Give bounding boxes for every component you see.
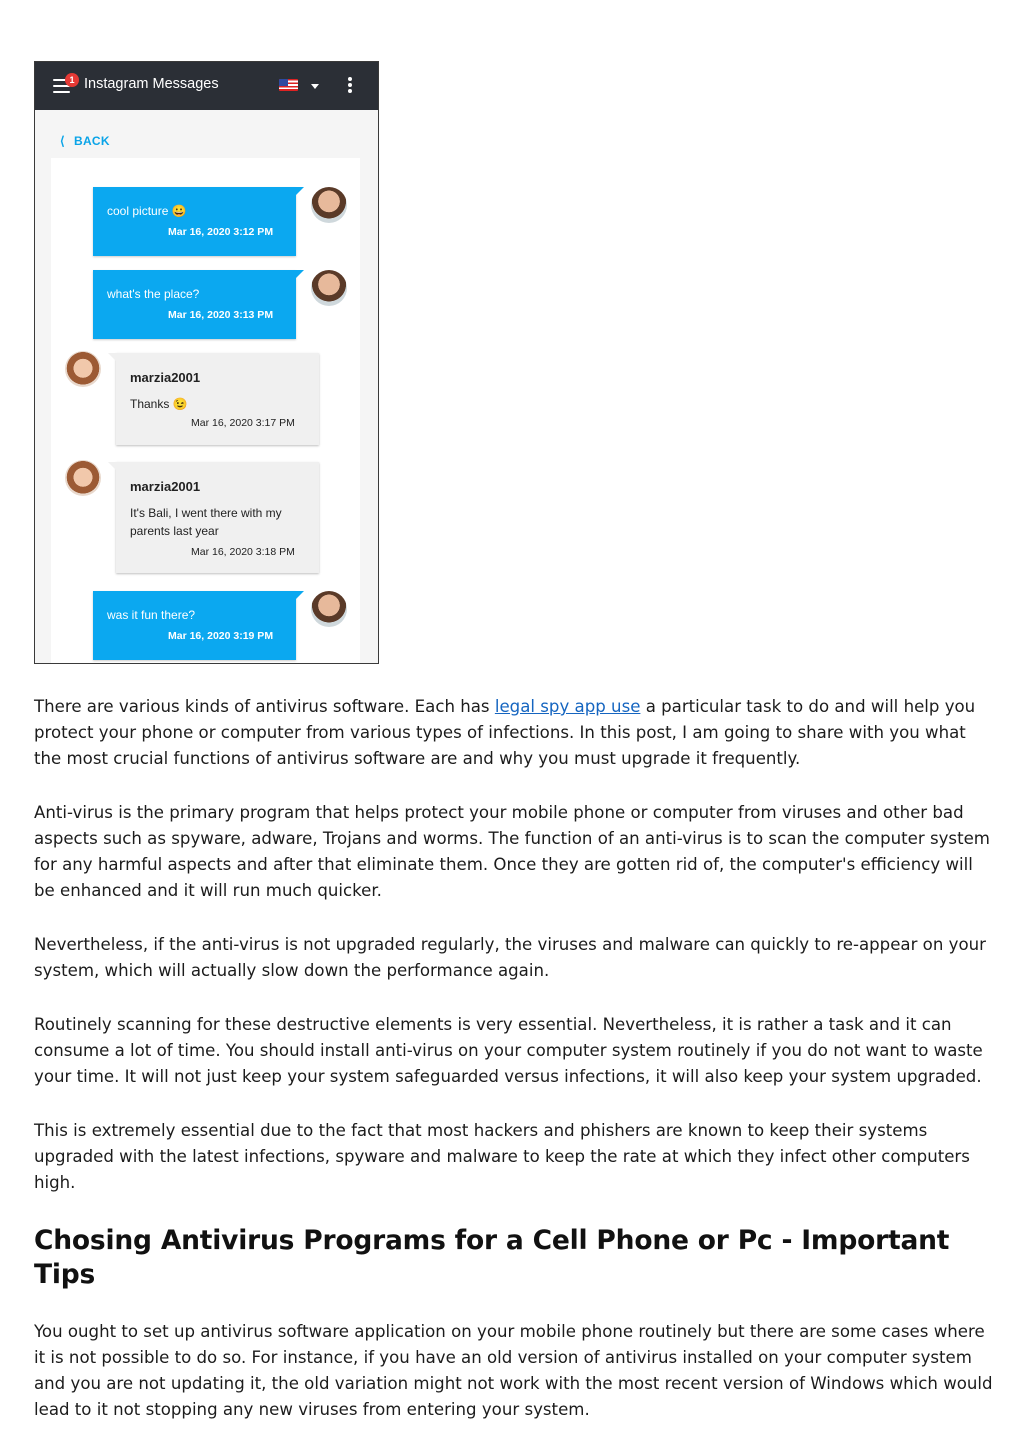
paragraph: You ought to set up antivirus software application on your mobile phone routinely but there are some cases where it is not possible to do so. For instance, if you have an old version of antivirus installed on your computer system and you are not updating it, the old variation might not work with the most recent version of Windows which would lead to it not stopping any new viruses from entering your system. (34, 1322, 993, 1419)
incoming-message (116, 462, 319, 573)
caret-down-icon[interactable] (311, 84, 319, 89)
message-text: It's Bali, I went there with my parents last year (130, 506, 282, 538)
message-time: Mar 16, 2020 3:13 PM (168, 309, 274, 321)
message-time: Mar 16, 2020 3:19 PM (168, 630, 274, 642)
avatar (311, 270, 347, 306)
paragraph: This is extremely essential due to the fact that most hackers and phishers are known to keep their systems upgraded with the latest infections, spyware and malware to keep the rate at which they infect other computers high. (34, 1121, 970, 1192)
message-text: what's the place? (107, 287, 200, 301)
outgoing-message (93, 591, 296, 660)
back-label: BACK (73, 134, 110, 148)
us-flag-icon[interactable] (279, 79, 298, 91)
article-body (34, 694, 994, 1451)
app-title: Instagram Messages (84, 76, 219, 92)
message-text: Thanks 😉 (130, 397, 188, 411)
outgoing-message (93, 270, 296, 339)
legal-spy-app-link[interactable]: legal spy app use (494, 697, 641, 716)
message-username: marzia2001 (130, 479, 201, 494)
section-heading: Chosing Antivirus Programs for a Cell Phone or Pc - Important Tips (34, 1225, 950, 1290)
incoming-message (116, 353, 319, 445)
paragraph: Routinely scanning for these destructive elements is very essential. Nevertheless, it is rather a task and it can consume a lot of time. You should install anti-virus on your computer system routinely if you do not want to waste your time. It will not just keep your system safeguarded versus infections, it will also keep your system upgraded. (34, 1015, 983, 1086)
chevron-left-icon: ⟨ (60, 134, 65, 148)
notification-badge: 1 (65, 73, 79, 87)
paragraph: Anti-virus is the primary program that helps protect your mobile phone or computer from viruses and other bad aspects such as spyware, adware, Trojans and worms. The function of an anti-virus is to scan the computer system for any harmful aspects and after that eliminate them. Once they are gotten rid of, the computer's efficiency will be enhanced and it will run much quicker. (34, 803, 990, 900)
messages-area (35, 110, 378, 663)
message-thread (51, 158, 360, 664)
chat-screenshot (34, 61, 379, 664)
message-time: Mar 16, 2020 3:12 PM (168, 226, 274, 238)
message-time: Mar 16, 2020 3:18 PM (191, 546, 295, 558)
avatar (311, 591, 347, 627)
paragraph: Nevertheless, if the anti-virus is not upgraded regularly, the viruses and malware can quickly to re-appear on your system, which will actually slow down the performance again. (34, 935, 986, 980)
back-button[interactable] (60, 134, 110, 148)
paragraph-text: There are various kinds of antivirus software. Each has (34, 697, 495, 716)
message-time: Mar 16, 2020 3:17 PM (191, 417, 295, 429)
kebab-menu-icon[interactable] (348, 77, 352, 95)
avatar (65, 460, 101, 496)
message-username: marzia2001 (130, 370, 201, 385)
message-text: cool picture 😀 (107, 204, 187, 218)
paragraph (34, 694, 994, 772)
message-text: was it fun there? (107, 608, 196, 622)
avatar (65, 351, 101, 387)
avatar (311, 187, 347, 223)
paragraph-text: a particular task to do and will help you protect your phone or computer from various types of infections. In this post, I am going to share with you what the most crucial functions of antivirus software are and why you must upgrade it frequently. (34, 697, 976, 768)
outgoing-message (93, 187, 296, 256)
app-bar (35, 62, 378, 110)
